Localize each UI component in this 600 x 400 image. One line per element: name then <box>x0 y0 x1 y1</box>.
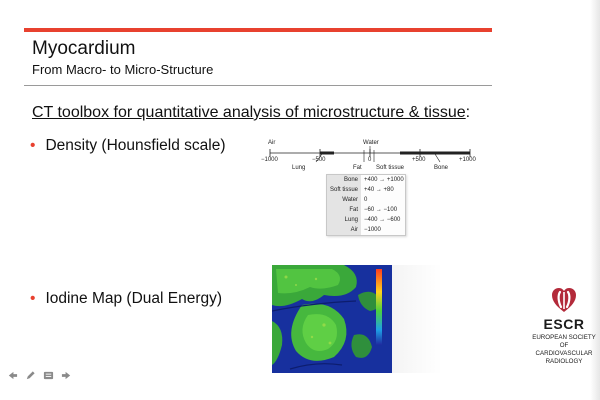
table-cell-label: Lung <box>327 215 361 225</box>
viewer-toolbar <box>6 368 72 382</box>
table-cell-label: Fat <box>327 205 361 215</box>
scale-label-fat: Fat <box>353 165 362 171</box>
section-heading <box>32 104 470 122</box>
table-cell-value: −1000 <box>361 225 405 235</box>
table-cell-value: +40 → +80 <box>361 185 405 195</box>
escr-logo <box>528 286 600 382</box>
escr-heart-icon <box>550 286 578 314</box>
slide-subtitle: From Macro- to Micro-Structure <box>32 62 214 77</box>
scale-label-soft-tissue: Soft tissue <box>376 165 405 171</box>
table-row <box>327 215 405 225</box>
table-cell-label: Bone <box>327 175 361 185</box>
bullet-iodine-map-text: Iodine Map (Dual Energy) <box>45 290 223 307</box>
table-cell-value: 0 <box>361 195 405 205</box>
table-cell-value: −60 → −100 <box>361 205 405 215</box>
table-cell-label: Air <box>327 225 361 235</box>
table-row <box>327 185 405 195</box>
iodine-map-graphic <box>272 265 392 373</box>
menu-icon <box>43 370 54 381</box>
escr-logo-name: ESCR <box>543 316 585 332</box>
title-accent-rule <box>24 28 492 32</box>
next-slide-button[interactable] <box>60 369 72 381</box>
arrow-left-icon <box>7 370 18 381</box>
bullet-iodine-map <box>30 290 222 308</box>
table-cell-label: Soft tissue <box>327 185 361 195</box>
scale-tick-minus-1000: −1000 <box>261 157 278 163</box>
hounsfield-table <box>326 174 406 236</box>
scale-tick-plus-500: +500 <box>412 157 426 163</box>
bullet-density <box>30 137 225 155</box>
table-row <box>327 175 405 185</box>
table-row <box>327 205 405 215</box>
scale-tick-minus-500: −500 <box>312 157 326 163</box>
table-row <box>327 195 405 205</box>
pen-icon <box>25 370 36 381</box>
section-heading-text: CT toolbox for quantitative analysis of microstructure & tissue <box>32 104 466 121</box>
escr-logo-line: CARDIOVASCULAR <box>535 350 593 357</box>
scale-tick-zero: 0 <box>368 157 372 163</box>
table-cell-value: −400 → −600 <box>361 215 405 225</box>
table-row <box>327 225 405 235</box>
section-heading-suffix: : <box>465 104 471 121</box>
arrow-right-icon <box>61 370 72 381</box>
escr-logo-line: RADIOLOGY <box>545 358 583 365</box>
scale-tick-plus-1000: +1000 <box>459 157 476 163</box>
scale-label-air: Air <box>268 140 276 146</box>
scale-label-lung: Lung <box>292 165 306 171</box>
title-divider <box>24 85 492 86</box>
previous-slide-button[interactable] <box>6 369 18 381</box>
hounsfield-scale <box>260 134 480 178</box>
scale-label-water: Water <box>363 140 379 146</box>
bullet-dot: • <box>30 137 36 154</box>
iodine-map-image <box>272 265 392 373</box>
slide-menu-button[interactable] <box>42 369 54 381</box>
escr-logo-line: EUROPEAN SOCIETY OF <box>532 334 596 349</box>
slide-title: Myocardium <box>32 38 136 59</box>
scale-label-bone: Bone <box>434 165 449 171</box>
iodine-map-backdrop <box>392 265 442 373</box>
bullet-dot: • <box>30 290 36 307</box>
pen-tool-button[interactable] <box>24 369 36 381</box>
bullet-density-text: Density (Hounsfield scale) <box>45 137 226 154</box>
hounsfield-scale-graphic <box>260 134 480 178</box>
table-cell-value: +400 → +1000 <box>361 175 405 185</box>
table-cell-label: Water <box>327 195 361 205</box>
escr-logo-subtitle <box>528 334 600 366</box>
